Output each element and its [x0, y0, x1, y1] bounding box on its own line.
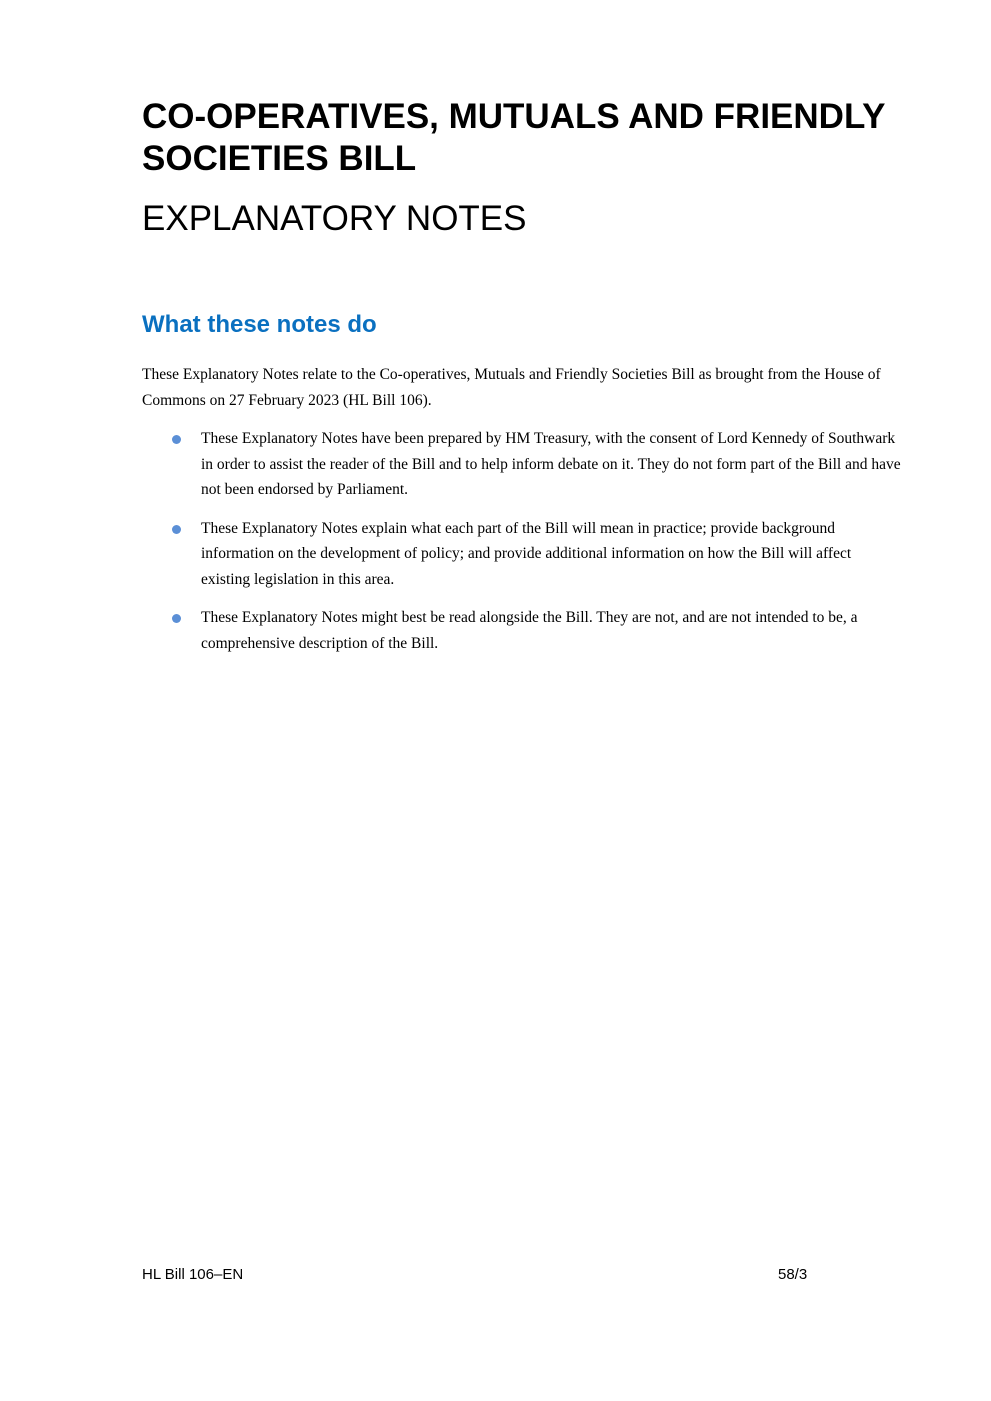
section-heading: What these notes do	[142, 311, 377, 338]
footer-bill-reference: HL Bill 106–EN	[142, 1266, 244, 1283]
document-subtitle: EXPLANATORY NOTES	[142, 199, 527, 238]
bullet-text: These Explanatory Notes have been prepared by HM Treasury, with the consent of Lord Kennedy of Southwark in order to assist the reader of the Bill and to help inform debate on it. They do not form part of the Bill and have not been endorsed by Parliament.	[201, 430, 901, 498]
bullet-icon	[172, 435, 181, 444]
list-item	[142, 426, 902, 503]
document-title: CO-OPERATIVES, MUTUALS AND FRIENDLY SOCIETIES BILL	[142, 97, 885, 178]
bullet-icon	[172, 525, 181, 534]
bullet-text: These Explanatory Notes might best be read alongside the Bill. They are not, and are not intended to be, a comprehensive description of the Bill.	[201, 609, 858, 652]
bullet-icon	[172, 614, 181, 623]
list-item	[142, 516, 902, 593]
bullet-text: These Explanatory Notes explain what each part of the Bill will mean in practice; provide background information on the development of policy; and provide additional information on how the Bill will affect existing legislation in this area.	[201, 519, 852, 588]
intro-paragraph: These Explanatory Notes relate to the Co-operatives, Mutuals and Friendly Societies Bill as brought from the House of Commons on 27 February 2023 (HL Bill 106).	[142, 366, 881, 409]
bullet-list	[142, 426, 902, 669]
list-item	[142, 605, 902, 656]
footer-page-code: 58/3	[778, 1266, 808, 1283]
